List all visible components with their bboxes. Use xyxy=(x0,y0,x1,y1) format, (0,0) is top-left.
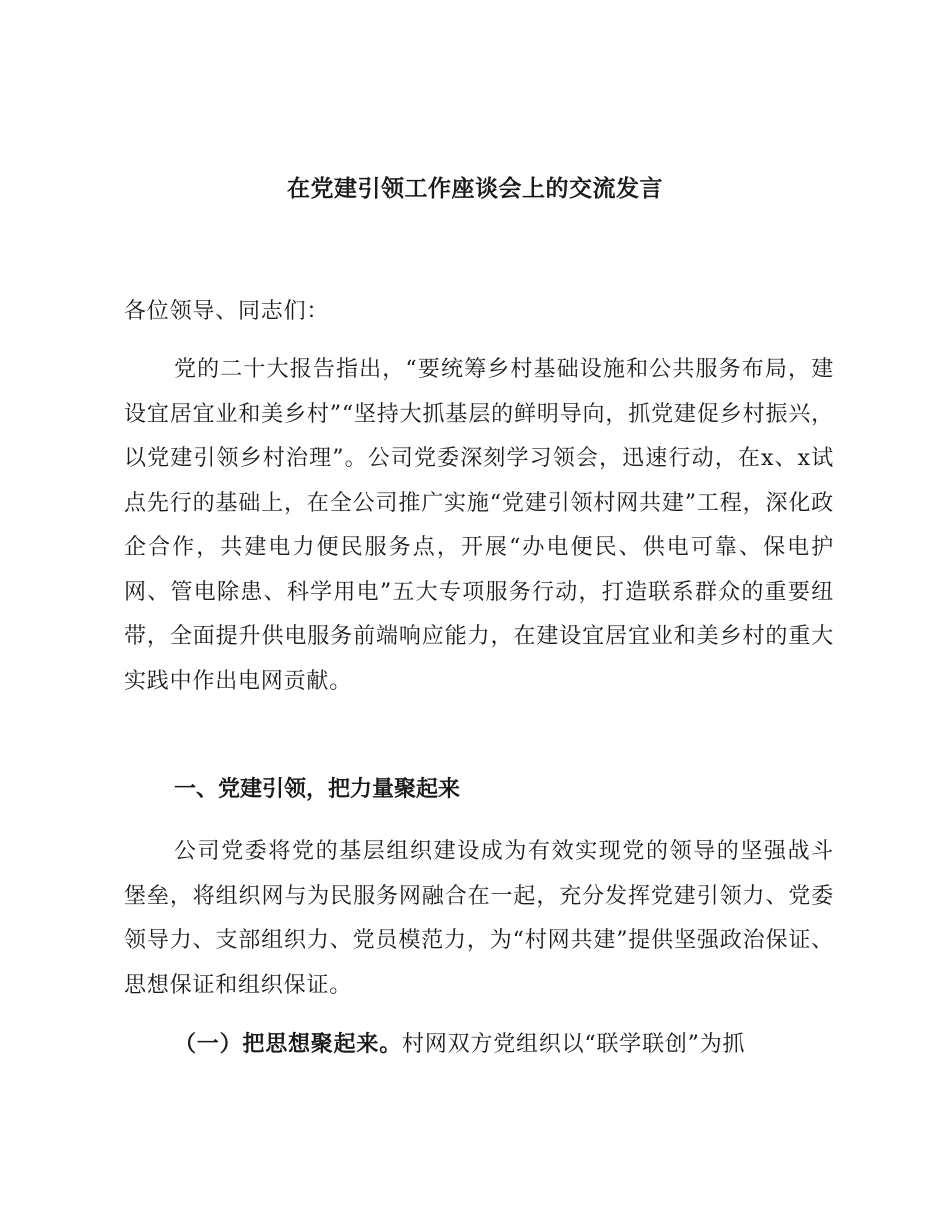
section-heading-1: 一、党建引领，把力量聚起来 xyxy=(174,777,461,802)
subsection-1-text: 村网双方党组织以“联学联创”为抓 xyxy=(402,1032,746,1057)
salutation: 各位领导、同志们： xyxy=(124,299,330,324)
paragraph-section-1: 公司党委将党的基层组织建设成为有效实现党的领导的坚强战斗堡垒，将组织网与为民服务网融合在一起，充分发挥党建引领力、党委领导力、支部组织力、党员模范力，为“村网共建”提供坚强政治保证、思想保证和组织保证。 xyxy=(124,839,834,998)
paragraph-intro: 党的二十大报告指出，“要统筹乡村基础设施和公共服务布局，建设宜居宜业和美乡村”“坚持大抓基层的鲜明导向，抓党建促乡村振兴，以党建引领乡村治理”。公司党委深刻学习领会，迅速行动，在x、x试点先行的基础上，在全公司推广实施“党建引领村网共建”工程，深化政企合作，共建电力便民服务点，开展“办电便民、供电可靠、保电护网、管电除患、科学用电”五大专项服务行动，打造联系群众的重要纽带，全面提升供电服务前端响应能力，在建设宜居宜业和美乡村的重大实践中作出电网贡献。 xyxy=(124,357,834,694)
page-title: 在党建引领工作座谈会上的交流发言 xyxy=(287,175,663,202)
paragraph-subsection-1 xyxy=(124,1022,834,1068)
subsection-1-lead: （一）把思想聚起来。 xyxy=(174,1031,403,1057)
